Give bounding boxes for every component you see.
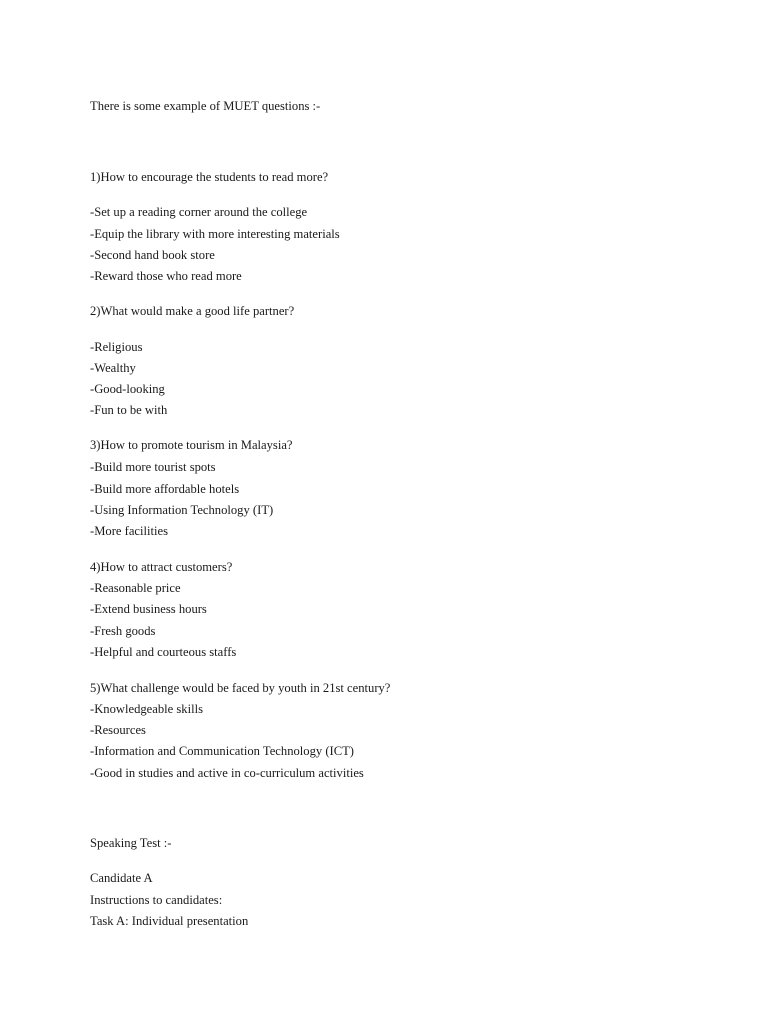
question-1-point-2: -Equip the library with more interesting materials [90,227,340,241]
question-1-point-4: -Reward those who read more [90,269,242,283]
question-2-point-4: -Fun to be with [90,403,168,417]
question-4-point-3: -Fresh goods [90,624,156,638]
question-2-point-1: -Religious [90,340,143,354]
question-1-point-3: -Second hand book store [90,248,215,262]
question-3-point-1: -Build more tourist spots [90,460,216,474]
question-2-point-3: -Good-looking [90,382,165,396]
question-2-point-2: -Wealthy [90,361,136,375]
question-5-point-3: -Information and Communication Technology (ICT) [90,744,354,758]
intro-text: There is some example of MUET questions :- [90,99,321,113]
question-5-point-1: -Knowledgeable skills [90,702,203,716]
question-3-point-4: -More facilities [90,524,168,538]
question-3-point-3: -Using Information Technology (IT) [90,503,274,517]
question-3-heading: 3)How to promote tourism in Malaysia? [90,438,293,452]
question-2-heading: 2)What would make a good life partner? [90,304,295,318]
question-4-point-1: -Reasonable price [90,581,181,595]
instructions-label: Instructions to candidates: [90,893,223,907]
task-label: Task A: Individual presentation [90,914,249,928]
question-5-point-2: -Resources [90,723,146,737]
question-1-heading: 1)How to encourage the students to read more? [90,170,329,184]
question-4-heading: 4)How to attract customers? [90,560,233,574]
question-1-point-1: -Set up a reading corner around the college [90,205,308,219]
question-5-point-4: -Good in studies and active in co-curriculum activities [90,766,364,780]
candidate-label: Candidate A [90,871,153,885]
question-3-point-2: -Build more affordable hotels [90,482,240,496]
speaking-test-heading: Speaking Test :- [90,836,172,850]
question-5-heading: 5)What challenge would be faced by youth in 21st century? [90,681,391,695]
question-4-point-4: -Helpful and courteous staffs [90,645,237,659]
question-4-point-2: -Extend business hours [90,602,207,616]
